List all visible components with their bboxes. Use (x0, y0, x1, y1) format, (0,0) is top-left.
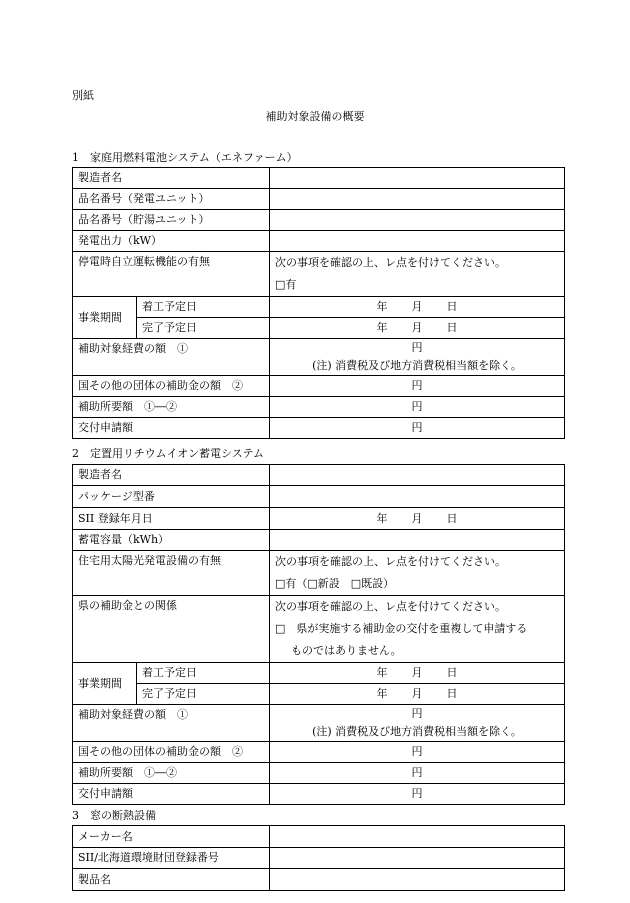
maker-label: 製造者名 (73, 465, 270, 486)
model-tank-label: 品名番号（貯湯ユニット） (73, 210, 270, 231)
pref-confirm-text: 次の事項を確認の上、レ点を付けてください。 (275, 600, 506, 613)
table-row (73, 763, 565, 784)
other-subsidy-label: 国その他の団体の補助金の額 ② (73, 376, 270, 397)
table-row (73, 318, 565, 339)
application-label: 交付申請額 (73, 418, 270, 439)
other-subsidy-value[interactable]: 円 (270, 376, 565, 397)
table-row (73, 705, 565, 742)
month-unit: 月 (411, 687, 423, 700)
capacity-value[interactable] (270, 530, 565, 551)
table-row (73, 508, 565, 530)
table-row (73, 551, 565, 596)
registration-label: SII/北海道環境財団登録番号 (73, 848, 270, 869)
end-date-value[interactable] (270, 318, 565, 339)
solar-confirm-text: 次の事項を確認の上、レ点を付けてください。 (275, 555, 506, 568)
table-row (73, 418, 565, 439)
solar-value (270, 551, 565, 596)
year-unit: 年 (376, 666, 388, 679)
table-row (73, 376, 565, 397)
registration-value[interactable] (270, 848, 565, 869)
table-row (73, 252, 565, 297)
blackout-value (270, 252, 565, 297)
yen-unit: 円 (411, 341, 423, 354)
product-label: 製品名 (73, 869, 270, 891)
pref-checkbox[interactable]: □ 県が実施する補助金の交付を重複して申請する (275, 622, 528, 635)
section-1-heading: 1 家庭用燃料電池システム（エネファーム） (72, 151, 298, 164)
attachment-label: 別紙 (72, 89, 94, 102)
table-row (73, 530, 565, 551)
maker-label: 製造者名 (73, 168, 270, 189)
model-power-label: 品名番号（発電ユニット） (73, 189, 270, 210)
end-date-value[interactable] (270, 684, 565, 705)
pref-label: 県の補助金との関係 (73, 596, 270, 663)
maker-value[interactable] (270, 465, 565, 486)
page-title: 補助対象設備の概要 (265, 110, 365, 123)
start-date-value[interactable] (270, 297, 565, 318)
start-date-label: 着工予定日 (137, 297, 270, 318)
required-value[interactable]: 円 (270, 397, 565, 418)
table-row (73, 869, 565, 891)
start-date-value[interactable] (270, 663, 565, 684)
year-unit: 年 (376, 687, 388, 700)
output-value[interactable] (270, 231, 565, 252)
start-date-label: 着工予定日 (137, 663, 270, 684)
section-1-table (72, 167, 565, 439)
table-row (73, 231, 565, 252)
table-row (73, 486, 565, 508)
table-row (73, 742, 565, 763)
application-value[interactable]: 円 (270, 418, 565, 439)
section-2-heading: 2 定置用リチウムイオン蓄電システム (72, 447, 265, 460)
section-3-heading: 3 窓の断熱設備 (72, 809, 156, 822)
table-row (73, 189, 565, 210)
table-row (73, 397, 565, 418)
table-row (73, 297, 565, 318)
table-row (73, 784, 565, 805)
subsidy-cost-value[interactable] (270, 339, 565, 376)
day-unit: 日 (446, 321, 458, 334)
package-value[interactable] (270, 486, 565, 508)
tax-note: (注) 消費税及び地方消費税相当額を除く。 (312, 359, 522, 372)
required-value[interactable]: 円 (270, 763, 565, 784)
table-row (73, 684, 565, 705)
end-date-label: 完了予定日 (137, 318, 270, 339)
day-unit: 日 (446, 687, 458, 700)
model-tank-value[interactable] (270, 210, 565, 231)
output-label: 発電出力（kW） (73, 231, 270, 252)
package-label: パッケージ型番 (73, 486, 270, 508)
solar-label: 住宅用太陽光発電設備の有無 (73, 551, 270, 596)
required-label: 補助所要額 ①―② (73, 763, 270, 784)
table-row (73, 596, 565, 663)
table-row (73, 339, 565, 376)
year-unit: 年 (376, 300, 388, 313)
product-value[interactable] (270, 869, 565, 891)
section-3-table (72, 825, 565, 891)
day-unit: 日 (446, 511, 458, 525)
other-subsidy-value[interactable]: 円 (270, 742, 565, 763)
sii-date-label: SII 登録年月日 (73, 508, 270, 530)
capacity-label: 蓄電容量（kWh） (73, 530, 270, 551)
end-date-label: 完了予定日 (137, 684, 270, 705)
month-unit: 月 (411, 300, 423, 313)
section-2-table (72, 464, 565, 805)
blackout-label: 停電時自立運転機能の有無 (73, 252, 270, 297)
table-row (73, 848, 565, 869)
manufacturer-value[interactable] (270, 826, 565, 848)
day-unit: 日 (446, 666, 458, 679)
blackout-confirm-text: 次の事項を確認の上、レ点を付けてください。 (275, 256, 506, 269)
tax-note: (注) 消費税及び地方消費税相当額を除く。 (312, 725, 522, 738)
table-row (73, 663, 565, 684)
manufacturer-label: メーカー名 (73, 826, 270, 848)
application-value[interactable]: 円 (270, 784, 565, 805)
month-unit: 月 (411, 666, 423, 679)
maker-value[interactable] (270, 168, 565, 189)
required-label: 補助所要額 ①―② (73, 397, 270, 418)
year-unit: 年 (376, 321, 388, 334)
table-row (73, 826, 565, 848)
year-unit: 年 (376, 511, 388, 525)
application-label: 交付申請額 (73, 784, 270, 805)
other-subsidy-label: 国その他の団体の補助金の額 ② (73, 742, 270, 763)
month-unit: 月 (411, 511, 423, 525)
model-power-value[interactable] (270, 189, 565, 210)
subsidy-cost-value[interactable] (270, 705, 565, 742)
pref-checkbox-text: ものではありません。 (291, 644, 402, 657)
pref-value (270, 596, 565, 663)
yen-unit: 円 (411, 707, 423, 720)
blackout-checkbox[interactable]: □有 (275, 278, 297, 291)
period-label: 事業期間 (73, 663, 137, 705)
subsidy-cost-label: 補助対象経費の額 ① (73, 339, 270, 376)
day-unit: 日 (446, 300, 458, 313)
month-unit: 月 (411, 321, 423, 334)
table-row (73, 210, 565, 231)
table-row (73, 168, 565, 189)
period-label: 事業期間 (73, 297, 137, 339)
sii-date-value[interactable] (270, 508, 565, 530)
subsidy-cost-label: 補助対象経費の額 ① (73, 705, 270, 742)
solar-checkbox[interactable]: □有（□新設 □既設） (275, 577, 395, 590)
table-row (73, 465, 565, 486)
